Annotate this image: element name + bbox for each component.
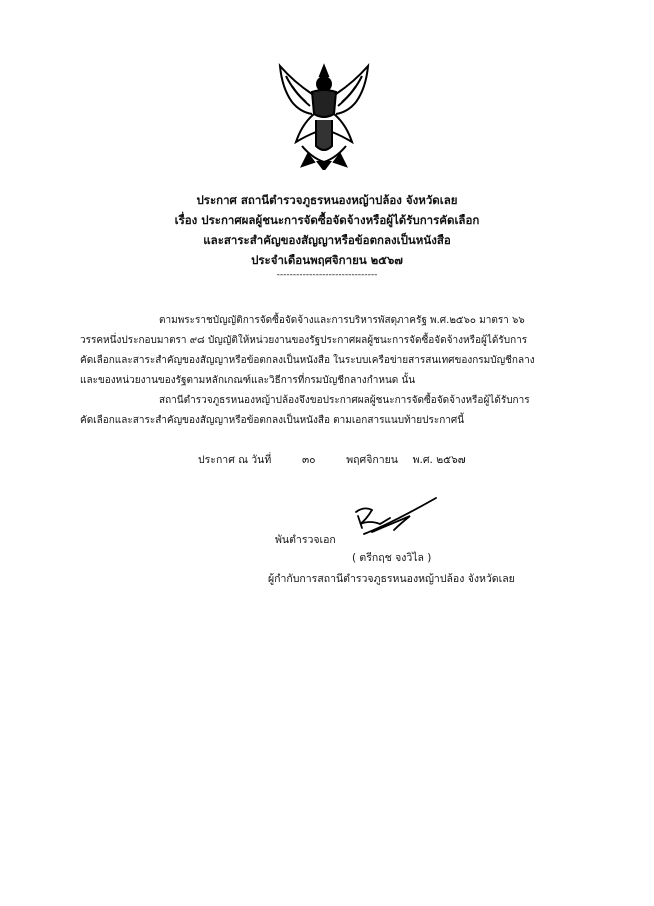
- body-line: วรรคหนึ่งประกอบมาตรา ๙๘ บัญญัติให้หน่วยงานของรัฐประกาศผลผู้ชนะการจัดซื้อจัดจ้างหรือผู้ได้รับการ: [80, 335, 528, 346]
- date-year: พ.ศ. ๒๕๖๗: [412, 454, 466, 466]
- date-prefix: ประกาศ ณ วันที่: [198, 454, 272, 466]
- announcement-body: [80, 311, 580, 431]
- garuda-emblem: [272, 62, 376, 170]
- title-divider: -------------------------------: [276, 270, 378, 280]
- body-line: สถานีตำรวจภูธรหนองหญ้าปล้องจึงขอประกาศผลผู้ชนะการจัดซื้อจัดจ้างหรือผู้ได้รับการ: [159, 395, 530, 406]
- handwritten-signature: [350, 494, 440, 540]
- announcement-title: [0, 190, 654, 270]
- signatory-position: ผู้กำกับการสถานีตำรวจภูธรหนองหญ้าปล้อง จังหวัดเลย: [268, 573, 515, 585]
- date-month: พฤศจิกายน: [346, 454, 398, 466]
- title-line-4: ประจำเดือนพฤศจิกายน ๒๕๖๗: [251, 253, 403, 267]
- signatory-name: ( ตรีกฤช จงวิไล ): [352, 552, 432, 564]
- title-line-3: และสาระสำคัญของสัญญาหรือข้อตกลงเป็นหนังสือ: [203, 233, 451, 247]
- signatory-rank: พันตำรวจเอก: [275, 534, 336, 546]
- body-line: คัดเลือกและสาระสำคัญของสัญญาหรือข้อตกลงเป็นหนังสือ ในระบบเครือข่ายสารสนเทศของกรมบัญชีกลาง: [80, 355, 535, 366]
- title-line-2: เรื่อง ประกาศผลผู้ชนะการจัดซื้อจัดจ้างหรือผู้ได้รับการคัดเลือก: [174, 213, 480, 227]
- announcement-date: [198, 451, 466, 468]
- body-line: คัดเลือกและสาระสำคัญของสัญญาหรือข้อตกลงเป็นหนังสือ ตามเอกสารแนบท้ายประกาศนี้: [80, 415, 465, 426]
- date-day: ๓๐: [301, 454, 316, 466]
- body-line: และของหน่วยงานของรัฐตามหลักเกณฑ์และวิธีการที่กรมบัญชีกลางกำหนด นั้น: [80, 375, 416, 386]
- body-line: ตามพระราชบัญญัติการจัดซื้อจัดจ้างและการบริหารพัสดุภาครัฐ พ.ศ.๒๕๖๐ มาตรา ๖๖: [159, 315, 525, 326]
- title-line-1: ประกาศ สถานีตำรวจภูธรหนองหญ้าปล้อง จังหวัดเลย: [196, 193, 458, 207]
